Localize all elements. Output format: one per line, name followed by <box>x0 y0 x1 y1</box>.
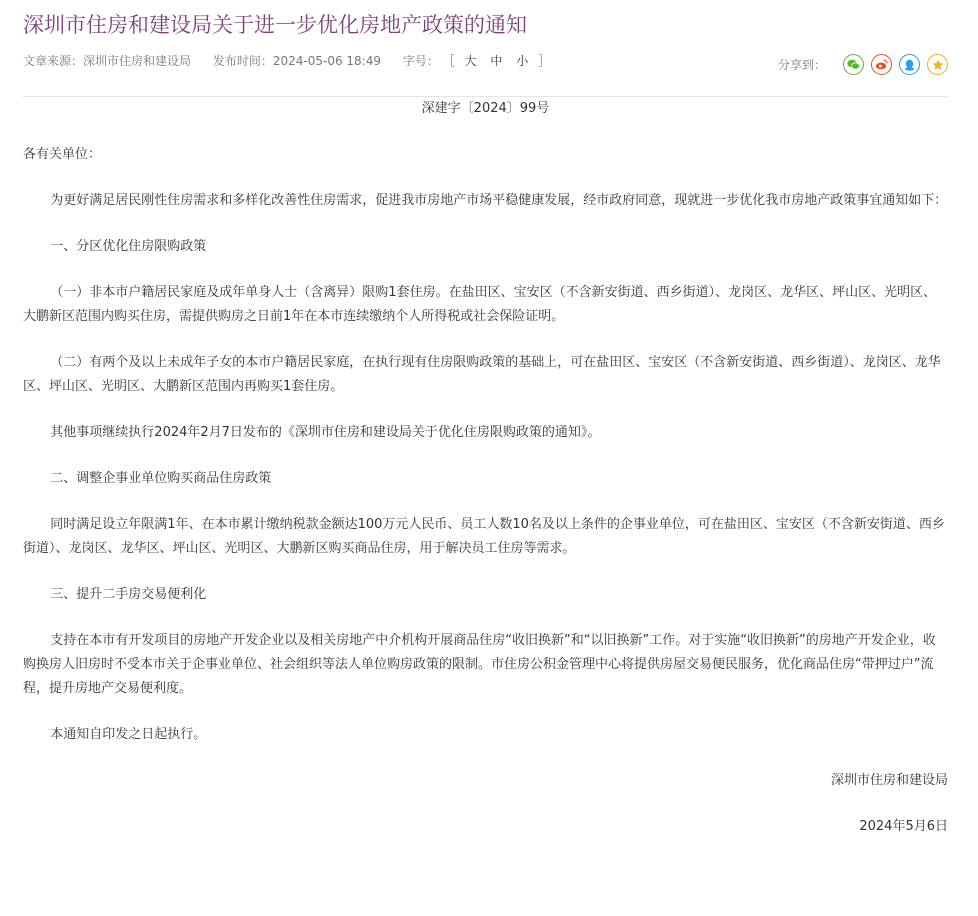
issuer-signature: 深圳市住房和建设局 <box>830 773 948 788</box>
font-size-medium-button[interactable]: 中 <box>490 54 504 68</box>
weibo-icon[interactable] <box>871 54 892 75</box>
qq-icon[interactable] <box>899 54 920 75</box>
section-2-paragraph-1: 同时满足设立年限满1年、在本市累计缴纳税款金额达100万元人民币、员工人数10名及以上条件的企事业单位，可在盐田区、宝安区（不含新安街道、西乡街道）、龙岗区、龙华区、坪山区、光明区、大鹏新区购买商品住房，用于解决员工住房等需求。 <box>23 517 945 556</box>
page-title: 深圳市住房和建设局关于进一步优化房地产政策的通知 <box>23 13 527 37</box>
font-size-small-button[interactable]: 小 <box>516 54 530 68</box>
section-2-heading: 二、调整企事业单位购买商品住房政策 <box>50 471 272 486</box>
bracket-close: ］ <box>538 54 552 68</box>
issue-date: 2024年5月6日 <box>859 819 948 834</box>
share-label: 分享到： <box>777 58 826 72</box>
qzone-icon[interactable] <box>927 54 948 75</box>
section-1-paragraph-2: （二）有两个及以上未成年子女的本市户籍居民家庭，在执行现有住房限购政策的基础上，可在盐田区、宝安区（不含新安街道、西乡街道）、龙岗区、龙华区、坪山区、光明区、大鹏新区范围内再购买1套住房。 <box>23 355 941 394</box>
article-body <box>23 97 948 839</box>
wechat-icon[interactable] <box>843 54 864 75</box>
section-1-paragraph-3: 其他事项继续执行2024年2月7日发布的《深圳市住房和建设局关于优化住房限购政策的通知》。 <box>50 425 601 440</box>
article-meta <box>23 52 551 70</box>
section-1-paragraph-1: （一）非本市户籍居民家庭及成年单身人士（含离异）限购1套住房。在盐田区、宝安区（不含新安街道、西乡街道）、龙岗区、龙华区、坪山区、光明区、大鹏新区范围内购买住房，需提供购房之日前1年在本市连续缴纳个人所得税或社会保险证明。 <box>23 285 937 324</box>
share-bar <box>778 54 948 75</box>
intro-paragraph: 为更好满足居民刚性住房需求和多样化改善性住房需求，促进我市房地产市场平稳健康发展，经市政府同意，现就进一步优化我市房地产政策事宜通知如下： <box>50 193 948 208</box>
font-size-label: 字号： <box>402 54 439 68</box>
font-size-switcher <box>443 54 551 68</box>
document-number: 深建字〔2024〕99号 <box>421 101 550 116</box>
section-1-heading: 一、分区优化住房限购政策 <box>50 239 207 254</box>
section-3-heading: 三、提升二手房交易便利化 <box>50 587 207 602</box>
article-source: 文章来源：深圳市住房和建设局 <box>23 54 192 68</box>
publish-time: 发布时间：2024-05-06 18:49 <box>212 54 381 68</box>
salutation: 各有关单位： <box>23 147 102 162</box>
bracket-open: ［ <box>442 54 456 68</box>
article-meta-row <box>23 40 948 96</box>
section-3-paragraph-1: 支持在本市有开发项目的房地产开发企业以及相关房地产中介机构开展商品住房“收旧换新”和“以旧换新”工作。对于实施“收旧换新”的房地产开发企业，收购换房人旧房时不受本市关于企事业单位、社会组织等法人单位购房政策的限制。市住房公积金管理中心将提供房屋交易便民服务，优化商品住房“带押过户”流程，提升房地产交易便利度。 <box>23 633 936 696</box>
effective-statement: 本通知自印发之日起执行。 <box>50 727 207 742</box>
font-size-large-button[interactable]: 大 <box>464 54 478 68</box>
